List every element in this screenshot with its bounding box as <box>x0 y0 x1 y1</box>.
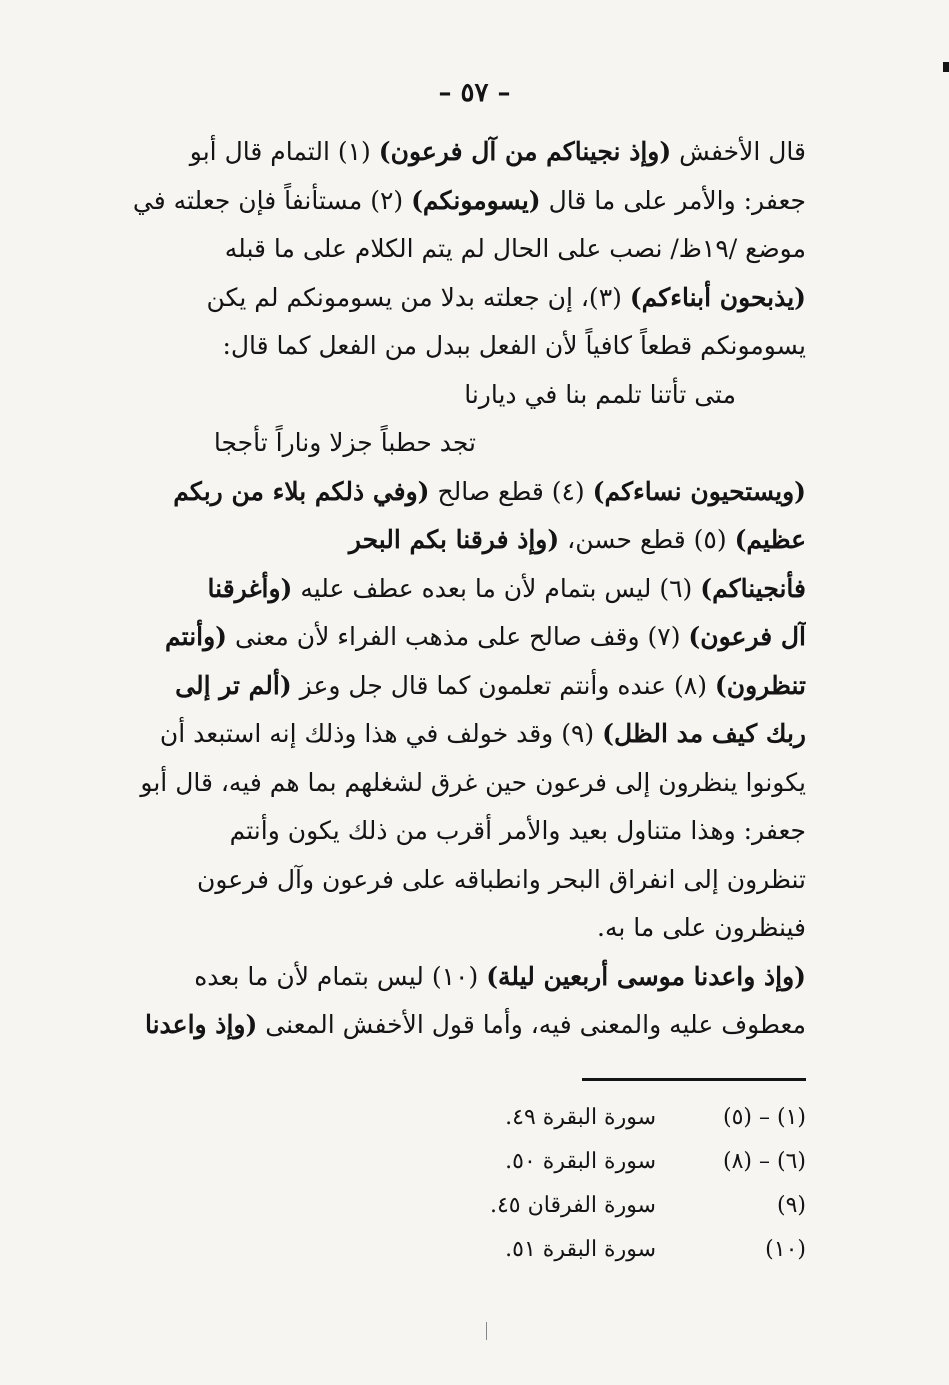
text-run: موضع /١٩ظ/ نصب على الحال لم يتم الكلام على ما قبله <box>224 234 806 263</box>
edge-mark <box>943 62 949 72</box>
text-line <box>100 710 806 759</box>
text-line <box>100 225 806 274</box>
text-line <box>100 807 806 856</box>
quran-quote: تنظرون) <box>714 670 806 700</box>
quran-quote: (ألم تر إلى <box>175 670 292 700</box>
text-line <box>100 953 806 1002</box>
footnote-ref: (٩) <box>776 1193 806 1218</box>
quran-quote: (وإذ فرقنا بكم البحر <box>348 525 560 554</box>
quran-quote: (وإذ واعدنا موسى أربعين ليلة) <box>486 961 806 991</box>
text-run: (١٠) ليس بتمام لأن ما بعده <box>194 961 487 991</box>
text-run: (١) التمام قال أبو <box>189 137 379 166</box>
text-line <box>100 1001 806 1050</box>
text-line <box>100 904 806 953</box>
text-line <box>100 613 806 662</box>
text-block-after-verse <box>100 468 806 1050</box>
text-block-before-verse <box>100 128 806 371</box>
quran-quote: (وأغرقنا <box>207 573 293 603</box>
footnote <box>420 1184 806 1228</box>
text-line <box>100 128 806 177</box>
quran-quote: (وإذ نجيناكم من آل فرعون) <box>378 137 672 166</box>
text-run: (٤) قطع صالح <box>429 476 593 506</box>
text-line <box>100 516 806 565</box>
text-line <box>100 468 806 517</box>
text-run: جعفر: وهذا متناول بعيد والأمر أقرب من ذلك يكون وأنتم <box>229 816 806 845</box>
main-text <box>100 128 806 1050</box>
page-number: – ٥٧ – <box>438 78 511 108</box>
text-line <box>100 565 806 614</box>
verse-line-1: متى تأتنا تلمم بنا في ديارنا <box>464 379 736 409</box>
footnote <box>420 1096 806 1140</box>
quran-quote: (يذبحون أبناءكم) <box>629 282 806 312</box>
text-line <box>100 759 806 808</box>
quran-quote: ربك كيف مد الظل) <box>602 719 806 748</box>
quran-quote: عظيم) <box>734 525 806 554</box>
footnote-ref: (٦) – (٨) <box>723 1149 806 1174</box>
footnote-divider <box>582 1078 806 1081</box>
footnote-ref: (١) – (٥) <box>723 1105 806 1130</box>
text-run: (٨) عنده وأنتم تعلمون كما قال جل وعز <box>291 670 715 700</box>
footnote-source: سورة الفرقان ٤٥. <box>489 1193 656 1218</box>
text-run: (٥) قطع حسن، <box>559 525 735 554</box>
footnote-source: سورة البقرة ٤٩. <box>505 1105 656 1130</box>
text-run: قال الأخفش <box>671 137 806 166</box>
footnote-ref: (١٠) <box>765 1237 806 1262</box>
text-run: (٧) وقف صالح على مذهب الفراء لأن معنى <box>227 622 689 651</box>
text-run: فينظرون على ما به. <box>597 913 806 942</box>
quran-quote: (وفي ذلكم بلاء من ربكم <box>173 476 430 506</box>
quran-quote: (يسومونكم) <box>411 185 541 215</box>
text-run: (٢) مستأنفاً فإن جعلته في <box>132 185 412 215</box>
text-line <box>100 274 806 323</box>
footnote-source: سورة البقرة ٥٠. <box>505 1149 656 1174</box>
quran-quote: (وأنتم <box>165 622 228 651</box>
footnote-source: سورة البقرة ٥١. <box>505 1237 656 1262</box>
quran-quote: (وإذ واعدنا <box>144 1010 258 1039</box>
text-line <box>100 856 806 905</box>
quran-quote: (ويستحيون نساءكم) <box>592 476 806 506</box>
verse-line-2: تجد حطباً جزلا وناراً تأججا <box>213 428 476 457</box>
text-run: (٦) ليس بتمام لأن ما بعده عطف عليه <box>292 573 701 603</box>
text-run: (٩) وقد خولف في هذا وذلك إنه استبعد أن <box>159 719 603 748</box>
text-run: تنظرون إلى انفراق البحر وانطباقه على فرعون وآل فرعون <box>196 864 806 894</box>
text-run: يكونوا ينظرون إلى فرعون حين غرق لشغلهم بما هم فيه، قال أبو <box>140 767 806 797</box>
footnote <box>420 1140 806 1184</box>
quran-quote: فأنجيناكم) <box>700 573 806 603</box>
text-line <box>100 662 806 711</box>
text-line <box>100 177 806 226</box>
footnote <box>420 1228 806 1272</box>
text-run: جعفر: والأمر على ما قال <box>540 185 806 215</box>
text-run: يسومونكم قطعاً كافياً لأن الفعل ببدل من الفعل كما قال: <box>222 331 806 360</box>
margin-tick <box>486 1322 487 1340</box>
footnotes <box>420 1096 806 1272</box>
text-run: (٣)، إن جعلته بدلا من يسومونكم لم يكن <box>206 282 630 312</box>
text-line <box>100 322 806 371</box>
text-run: معطوف عليه والمعنى فيه، وأما قول الأخفش المعنى <box>257 1010 806 1039</box>
quran-quote: آل فرعون) <box>688 622 806 651</box>
